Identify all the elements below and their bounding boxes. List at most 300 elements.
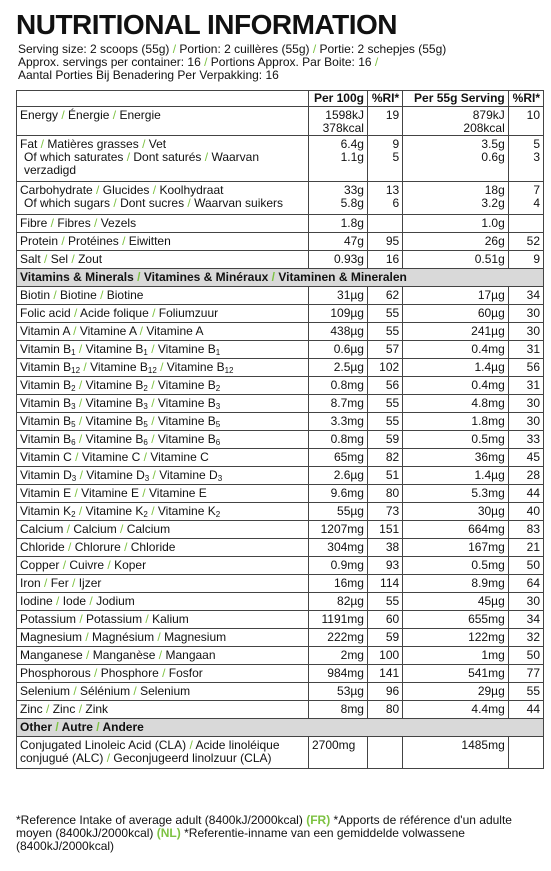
ri1-value: 96: [367, 683, 402, 701]
ri2-value: 64: [508, 575, 543, 593]
label-text: Koper: [114, 558, 147, 572]
ri2: [508, 107, 543, 136]
serv-value: 0.4mg: [403, 377, 509, 395]
ri2-value: 55: [508, 683, 543, 701]
serv: [403, 136, 509, 182]
vitamin-row: [17, 485, 544, 503]
p100-value: 3.3mg: [308, 413, 367, 431]
label-text: Vitamine $B_{12}$: [90, 359, 157, 375]
nutrition-table: [16, 90, 544, 769]
ri2-value: 30: [508, 395, 543, 413]
label-text: Kalium: [152, 612, 189, 626]
nutrient-label: Vitamin $B_5$ / Vitamine $B_5$ / Vitamine $B_5$: [17, 413, 309, 431]
table-header-row: [17, 91, 544, 107]
nutrient-label: Zinc / Zinc / Zink: [17, 701, 309, 719]
label-text: Koolhydraat: [159, 183, 224, 197]
nutrient-label: Vitamin $B_2$ / Vitamine $B_2$ / Vitamine $B_2$: [17, 377, 309, 395]
p100-value: 2.6µg: [308, 467, 367, 485]
label-text: Vitamine $B_6$: [157, 431, 221, 447]
serv-value: 4.8mg: [403, 395, 509, 413]
ri1: [367, 107, 402, 136]
label-text: Biotine: [106, 288, 144, 302]
label-text: Vitamins & Minerals: [20, 270, 134, 284]
ri2: [508, 251, 543, 269]
p100-value: 8.7mg: [308, 395, 367, 413]
ri1-value: 95: [385, 234, 400, 248]
ri2-value: 44: [508, 701, 543, 719]
nutrient-label: Fibre / Fibres / Vezels: [17, 215, 309, 233]
p100-value: 0.9mg: [308, 557, 367, 575]
nutrient-label: Iodine / Iode / Jodium: [17, 593, 309, 611]
label-text: Sélénium: [80, 684, 131, 698]
ri1-value: 5: [392, 150, 400, 164]
serv-value: 1.0g: [481, 216, 505, 230]
nutrient-label: Biotin / Biotine / Biotine: [17, 287, 309, 305]
ri2-value: 50: [508, 557, 543, 575]
label-text: Vitamin $B_6$: [20, 431, 76, 447]
label-text: Zinc: [20, 702, 43, 716]
vitamin-row: [17, 305, 544, 323]
label-text: Vitamine $K_2$: [157, 503, 221, 519]
vitamin-row: [17, 449, 544, 467]
p100-value: 31µg: [308, 287, 367, 305]
ri1-value: 19: [385, 108, 400, 122]
label-text: Cuivre: [69, 558, 105, 572]
p100-value: 5.8g: [340, 196, 364, 210]
vitamin-row: [17, 323, 544, 341]
macro-row: [17, 107, 544, 136]
label-text: Vitamin $D_3$: [20, 467, 77, 483]
ri1-value: 141: [367, 665, 402, 683]
ri1-value: 51: [367, 467, 402, 485]
serv-value: 26g: [484, 234, 505, 248]
serving-line-3: Aantal Porties Bij Benadering Per Verpakking: 16: [18, 68, 279, 82]
vitamin-row: [17, 395, 544, 413]
p100-value: 1207mg: [308, 521, 367, 539]
p100-value: 984mg: [308, 665, 367, 683]
ri1-value: 55: [367, 323, 402, 341]
serving-line-1: Serving size: 2 scoops (55g) / Portion: 2 cuillères (55g) / Portie: 2 schepjes (55g): [18, 42, 447, 56]
ri2-value: 30: [508, 323, 543, 341]
label-text: Vitamine E: [81, 486, 139, 500]
p100-value: 304mg: [308, 539, 367, 557]
nutrient-label: Vitamin C / Vitamine C / Vitamine C: [17, 449, 309, 467]
nutrient-label: Selenium / Sélénium / Selenium: [17, 683, 309, 701]
label-text: Carbohydrate: [20, 183, 93, 197]
label-text: Magnesium: [164, 630, 227, 644]
ri1: [367, 182, 402, 215]
ri2-value: 10: [526, 108, 540, 122]
serv-value: 1485mg: [403, 737, 509, 769]
p100-value: 438µg: [308, 323, 367, 341]
label-text: Copper: [20, 558, 60, 572]
ri2-value: 21: [508, 539, 543, 557]
nutrient-label: Vitamin $B_6$ / Vitamine $B_6$ / Vitamine $B_6$: [17, 431, 309, 449]
vitamin-row: [17, 377, 544, 395]
nutrient-label: Copper / Cuivre / Koper: [17, 557, 309, 575]
label-text: Eiwitten: [128, 234, 171, 248]
ri1-value: 59: [367, 629, 402, 647]
label-text: Iron: [20, 576, 41, 590]
label-text: Fibres: [57, 216, 91, 230]
label-text: Potassium: [20, 612, 77, 626]
vitamin-row: [17, 629, 544, 647]
label-text: Fat: [20, 137, 38, 151]
serv-value: 17µg: [403, 287, 509, 305]
label-text: Energie: [119, 108, 161, 122]
label-text: Vitamin $B_5$: [20, 413, 76, 429]
label-text: Vitamine $B_{12}$: [166, 359, 234, 375]
label-text: Fosfor: [168, 666, 203, 680]
macro-row: [17, 251, 544, 269]
nutrient-label: Vitamin E / Vitamine E / Vitamine E: [17, 485, 309, 503]
p100: [308, 182, 367, 215]
ri2-value: 5: [533, 137, 540, 151]
label-text: Vitamin A: [20, 324, 70, 338]
serv: [403, 107, 509, 136]
vitamin-row: [17, 287, 544, 305]
label-text: Other: [20, 720, 53, 734]
serv-value: 36mg: [403, 449, 509, 467]
label-text: Sel: [50, 252, 69, 266]
label-text: Vitamin $B_1$: [20, 341, 76, 357]
serv-value: 0.5mg: [403, 431, 509, 449]
ri1-value: 100: [367, 647, 402, 665]
label-text: Potassium: [86, 612, 143, 626]
vitamin-row: [17, 359, 544, 377]
p100-value: 378kcal: [322, 121, 364, 135]
label-text: Zout: [78, 252, 103, 266]
label-text: Énergie: [68, 108, 110, 122]
ri1-value: 59: [367, 431, 402, 449]
macro-row: [17, 233, 544, 251]
serv-value: 0.6g: [481, 150, 505, 164]
serv-value: 30µg: [403, 503, 509, 521]
label-text: Vitamine $B_2$: [157, 377, 221, 393]
ri1-value: 60: [367, 611, 402, 629]
p100-value: 222mg: [308, 629, 367, 647]
label-text: Fibre: [20, 216, 48, 230]
p100-value: 1191mg: [308, 611, 367, 629]
label-text: Manganèse: [92, 648, 156, 662]
label-text: Zink: [85, 702, 109, 716]
label-text: Chloride: [20, 540, 65, 554]
ri1-value: 114: [367, 575, 402, 593]
label-text: Vet: [148, 137, 167, 151]
ri2-value: 34: [508, 611, 543, 629]
footnote-fr: *Apports de référence d'un adulte moyen (8400kJ/2000kcal): [16, 813, 512, 840]
ri2-value: 77: [508, 665, 543, 683]
p100-value: 1.8g: [340, 216, 364, 230]
ri1-value: 55: [367, 593, 402, 611]
nutrient-label: Vitamin $D_3$ / Vitamine $D_3$ / Vitamine $D_3$: [17, 467, 309, 485]
serv-value: 1.4µg: [403, 359, 509, 377]
serv-value: 208kcal: [463, 121, 505, 135]
ri2-value: 30: [508, 305, 543, 323]
label-text: Phosphore: [100, 666, 159, 680]
ri2-value: 34: [508, 287, 543, 305]
other-section-header-cell: Other / Autre / Andere: [17, 719, 544, 737]
ri2-value: 31: [508, 341, 543, 359]
ri1-value: 55: [367, 413, 402, 431]
label-text: Andere: [102, 720, 144, 734]
label-text: Vitamine $B_5$: [85, 413, 148, 429]
label-text: Vitamine $B_1$: [85, 341, 148, 357]
vitamin-row: [17, 593, 544, 611]
ri1: [367, 251, 402, 269]
p100-value: 6.4g: [340, 137, 364, 151]
label-text: Vitamin $K_2$: [20, 503, 76, 519]
label-text: Matières grasses: [47, 137, 139, 151]
label-text: Vitamine $B_1$: [157, 341, 221, 357]
serv-value: 879kJ: [472, 108, 505, 122]
vitamin-row: [17, 683, 544, 701]
label-text: Chlorure: [74, 540, 121, 554]
serv: [403, 233, 509, 251]
label-text: Magnésium: [92, 630, 155, 644]
page-title: NUTRITIONAL INFORMATION: [16, 9, 397, 40]
ri2-value: 30: [508, 593, 543, 611]
p100-value: 0.93g: [333, 252, 364, 266]
label-text: Of which saturates: [24, 150, 124, 164]
serv-value: 5.3mg: [403, 485, 509, 503]
ri2-value: [508, 737, 543, 769]
nutrient-label: Vitamin A / Vitamine A / Vitamine A: [17, 323, 309, 341]
serv-value: 29µg: [403, 683, 509, 701]
vitamin-row: [17, 557, 544, 575]
p100: [308, 233, 367, 251]
serv: [403, 215, 509, 233]
ri2-value: 9: [533, 252, 540, 266]
vitamins-section-header: [17, 269, 544, 287]
label-text: Vitamine C: [81, 450, 141, 464]
label-text: Energy: [20, 108, 59, 122]
ri2: [508, 136, 543, 182]
label-text: Zinc: [52, 702, 76, 716]
footnote-fr-tag: (FR): [306, 813, 331, 827]
ri1: [367, 233, 402, 251]
vitamin-row: [17, 665, 544, 683]
ri1-value: 151: [367, 521, 402, 539]
label-text: Vitamine E: [148, 486, 207, 500]
serv-value: 241µg: [403, 323, 509, 341]
nutrient-label: Manganese / Manganèse / Mangaan: [17, 647, 309, 665]
ri1-value: 55: [367, 395, 402, 413]
label-text: Vitaminen & Mineralen: [278, 270, 407, 284]
p100-value: 16mg: [308, 575, 367, 593]
label-text: Vitamin E: [20, 486, 72, 500]
label-text: Manganese: [20, 648, 83, 662]
label-text: Biotine: [60, 288, 97, 302]
ri1-value: 80: [367, 701, 402, 719]
ri2: [508, 233, 543, 251]
ri2: [508, 215, 543, 233]
ri2-value: 45: [508, 449, 543, 467]
ri1-value: 6: [392, 196, 400, 210]
ri1-value: 73: [367, 503, 402, 521]
label-text: Vitamine $B_3$: [85, 395, 148, 411]
label-text: Vitamin $B_3$: [20, 395, 76, 411]
label-text: Salt: [20, 252, 41, 266]
p100-value: 2mg: [308, 647, 367, 665]
p100-value: 0.8mg: [308, 377, 367, 395]
vitamin-row: [17, 647, 544, 665]
label-text: Dont sucres: [120, 196, 185, 210]
label-text: Calcium: [126, 522, 171, 536]
servings-en: Approx. servings per container: 16: [18, 55, 201, 69]
ri1-value: 57: [367, 341, 402, 359]
p100-value: 0.6µg: [308, 341, 367, 359]
vitamin-row: [17, 431, 544, 449]
label-text: Geconjugeerd linolzuur (CLA): [113, 751, 272, 765]
p100-value: 9.6mg: [308, 485, 367, 503]
serv-value: 664mg: [403, 521, 509, 539]
p100: [308, 136, 367, 182]
serv-value: 4.4mg: [403, 701, 509, 719]
label-text: Calcium: [73, 522, 117, 536]
label-text: Vezels: [100, 216, 137, 230]
ri1-value: 82: [367, 449, 402, 467]
ri2-value: 32: [508, 629, 543, 647]
label-text: Vitamine $B_6$: [85, 431, 148, 447]
nutrient-label: Vitamin $B_1$ / Vitamine $B_1$ / Vitamine $B_1$: [17, 341, 309, 359]
label-text: Phosphorous: [20, 666, 91, 680]
footnote-nl-tag: (NL): [156, 826, 181, 840]
p100-value: 109µg: [308, 305, 367, 323]
label-text: Iodine: [20, 594, 53, 608]
serv-value: 655mg: [403, 611, 509, 629]
serv-value: 122mg: [403, 629, 509, 647]
serv-value: 1.4µg: [403, 467, 509, 485]
vitamin-row: [17, 503, 544, 521]
serv-value: 3.5g: [481, 137, 505, 151]
ri2-value: 52: [526, 234, 540, 248]
p100-value: 1.1g: [340, 150, 364, 164]
nutrient-label: Carbohydrate / Glucides / Koolhydraat Of which sugars / Dont sucres / Waarvan suikers: [17, 182, 309, 215]
label-text: Waarvan suikers: [194, 196, 284, 210]
p100-value: 2.5µg: [308, 359, 367, 377]
serv-value: 3.2g: [481, 196, 505, 210]
serv-value: 167mg: [403, 539, 509, 557]
p100-value: 0.8mg: [308, 431, 367, 449]
serv-value: 0.51g: [474, 252, 505, 266]
ri1-value: 93: [367, 557, 402, 575]
serv-value: 45µg: [403, 593, 509, 611]
label-text: Magnesium: [20, 630, 83, 644]
ri2-value: 56: [508, 359, 543, 377]
ri2-value: 31: [508, 377, 543, 395]
ri2-value: 33: [508, 431, 543, 449]
label-text: Selenium: [20, 684, 71, 698]
label-text: Biotin: [20, 288, 51, 302]
label-text: Protein: [20, 234, 59, 248]
ri1: [367, 215, 402, 233]
p100-value: 53µg: [308, 683, 367, 701]
p100-value: 1598kJ: [325, 108, 364, 122]
p100-value: 2700mg: [308, 737, 367, 769]
other-section-header: [17, 719, 544, 737]
label-text: Autre: [61, 720, 93, 734]
vitamin-row: [17, 467, 544, 485]
ri2-value: 4: [533, 196, 540, 210]
label-text: Vitamine $D_3$: [86, 467, 150, 483]
vitamin-row: [17, 575, 544, 593]
label-text: Selenium: [140, 684, 191, 698]
nutrient-label: Fat / Matières grasses / Vet Of which saturates / Dont saturés / Waarvan verzadigd: [17, 136, 309, 182]
header-ri-2: %RI*: [508, 91, 543, 107]
serv-value: 18g: [484, 183, 505, 197]
ri2-value: 40: [508, 503, 543, 521]
vitamin-row: [17, 341, 544, 359]
serv-value: 8.9mg: [403, 575, 509, 593]
nutrient-label: Conjugated Linoleic Acid (CLA) / Acide linoléique conjugué (ALC) / Geconjugeerd linolzuur (CLA): [17, 737, 309, 769]
serving-en: Serving size: 2 scoops (55g): [18, 42, 170, 56]
ri1-value: 38: [367, 539, 402, 557]
ri1-value: 62: [367, 287, 402, 305]
label-text: Chloride: [130, 540, 176, 554]
p100-value: 55µg: [308, 503, 367, 521]
p100-value: 8mg: [308, 701, 367, 719]
ri2-value: 3: [533, 150, 540, 164]
label-text: Foliumzuur: [158, 306, 219, 320]
serv-value: 0.4mg: [403, 341, 509, 359]
ri1-value: [367, 737, 402, 769]
vitamins-section-header-cell: Vitamins & Minerals / Vitamines & Minéraux / Vitaminen & Mineralen: [17, 269, 544, 287]
ri1-value: 16: [385, 252, 400, 266]
nutrient-label: Vitamin $B_3$ / Vitamine $B_3$ / Vitamine $B_3$: [17, 395, 309, 413]
label-text: Fer: [50, 576, 69, 590]
footnote-nl: *Referentie-inname van een gemiddelde volwassene (8400kJ/2000kcal): [16, 826, 465, 853]
nutrient-label: Energy / Énergie / Energie: [17, 107, 309, 136]
ri2-value: 7: [533, 183, 540, 197]
ri2-value: 30: [508, 413, 543, 431]
label-text: Folic acid: [20, 306, 71, 320]
p100-value: 82µg: [308, 593, 367, 611]
label-text: Vitamine $B_2$: [85, 377, 148, 393]
label-text: Waarvan verzadigd: [24, 150, 260, 177]
p100: [308, 215, 367, 233]
label-text: Protéines: [68, 234, 119, 248]
p100-value: 65mg: [308, 449, 367, 467]
ri1-value: 56: [367, 377, 402, 395]
nutrient-label: Chloride / Chlorure / Chloride: [17, 539, 309, 557]
label-text: Vitamine $K_2$: [85, 503, 148, 519]
nutrient-label: Iron / Fer / Ijzer: [17, 575, 309, 593]
ri1-value: 80: [367, 485, 402, 503]
serv-value: 1mg: [403, 647, 509, 665]
footnote: [16, 814, 544, 853]
macro-row: [17, 215, 544, 233]
header-per-100g: Per 100g: [308, 91, 367, 107]
vitamin-row: [17, 611, 544, 629]
label-text: Vitamine A: [146, 324, 204, 338]
nutrient-label: Phosphorous / Phosphore / Fosfor: [17, 665, 309, 683]
ri2-value: 83: [508, 521, 543, 539]
label-text: Dont saturés: [133, 150, 202, 164]
p100: [308, 107, 367, 136]
label-text: Jodium: [96, 594, 135, 608]
nutrient-label: Folic acid / Acide folique / Foliumzuur: [17, 305, 309, 323]
serv: [403, 182, 509, 215]
ri1-value: 9: [392, 137, 400, 151]
label-text: Acide folique: [80, 306, 149, 320]
ri1-value: 102: [367, 359, 402, 377]
serv-value: 60µg: [403, 305, 509, 323]
other-row: [17, 737, 544, 769]
label-text: Of which sugars: [24, 196, 111, 210]
serving-nl: Portie: 2 schepjes (55g): [319, 42, 447, 56]
label-text: Vitamine $D_3$: [159, 467, 223, 483]
